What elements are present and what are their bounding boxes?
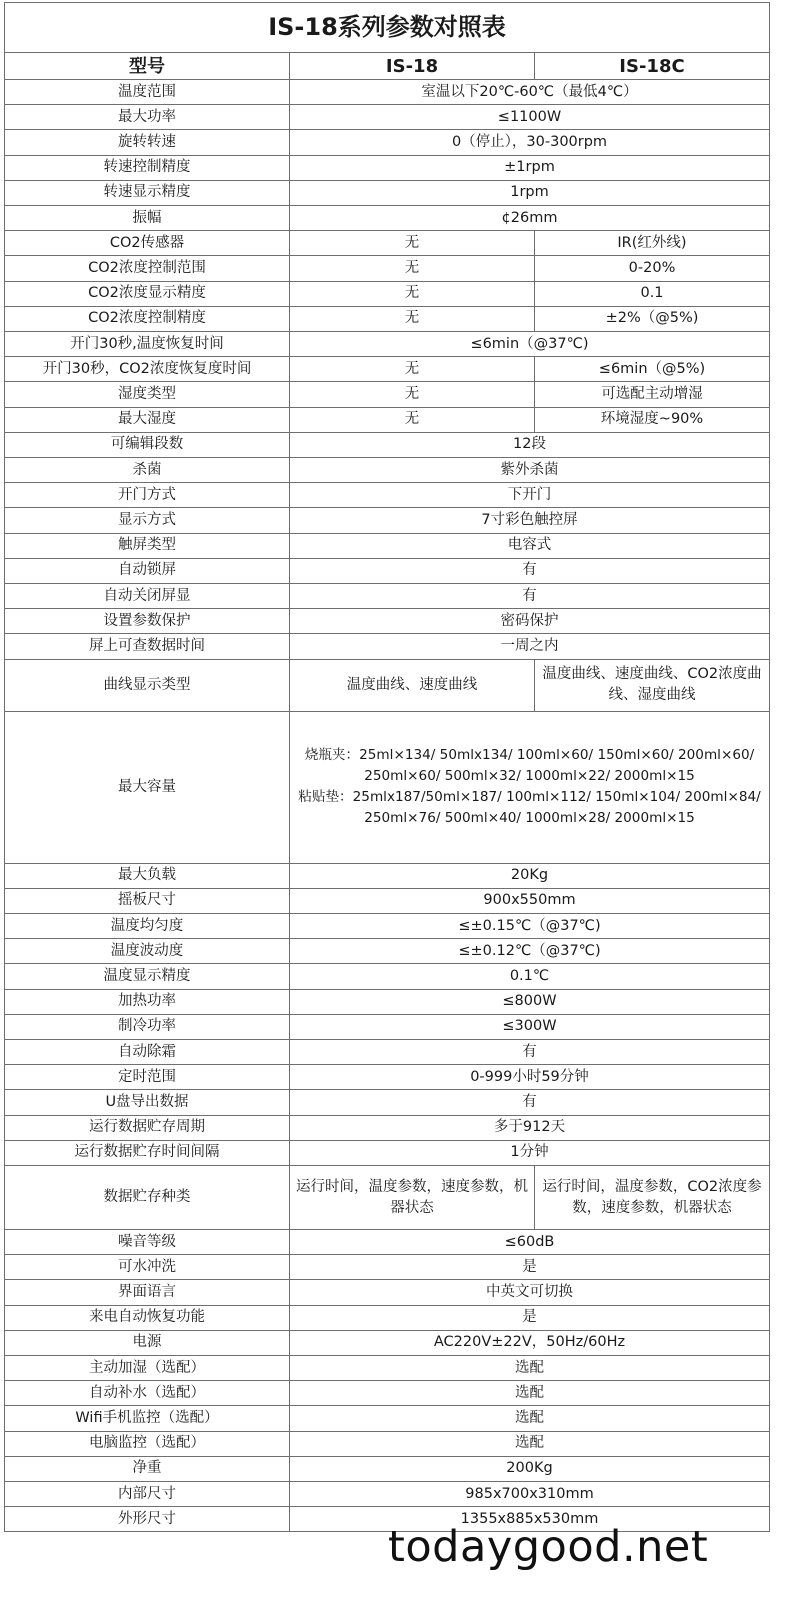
row-label: 来电自动恢复功能: [4, 1306, 290, 1331]
row-value: 选配: [290, 1356, 770, 1381]
row-value: 选配: [290, 1381, 770, 1406]
row-value-is18c: 可选配主动增湿: [535, 382, 770, 407]
row-label: 制冷功率: [4, 1015, 290, 1040]
row-value: ≤1100W: [290, 105, 770, 130]
row-value-is18c: 0-20%: [535, 256, 770, 281]
row-value-is18: 无: [290, 282, 535, 307]
row-label: 自动关闭屏显: [4, 584, 290, 609]
row-value-is18c: ≤6min（@5%): [535, 357, 770, 382]
row-value: ≤60dB: [290, 1230, 770, 1255]
row-label: 开门30秒,温度恢复时间: [4, 332, 290, 357]
row-value: 1rpm: [290, 181, 770, 206]
row-label: 显示方式: [4, 508, 290, 533]
row-label: 外形尺寸: [4, 1507, 290, 1532]
row-label: 摇板尺寸: [4, 889, 290, 914]
row-label: 最大功率: [4, 105, 290, 130]
row-value: 选配: [290, 1406, 770, 1431]
row-label: 屏上可查数据时间: [4, 634, 290, 659]
row-value: 7寸彩色触控屏: [290, 508, 770, 533]
header-model-a: IS-18: [290, 53, 535, 80]
row-value: 0.1℃: [290, 964, 770, 989]
row-value: 紫外杀菌: [290, 458, 770, 483]
row-value-is18: 无: [290, 307, 535, 332]
row-value-is18c: IR(红外线): [535, 231, 770, 256]
row-value: 有: [290, 584, 770, 609]
row-label: CO2浓度显示精度: [4, 282, 290, 307]
row-value-is18: 运行时间，温度参数，速度参数，机器状态: [290, 1166, 535, 1230]
row-value: 20Kg: [290, 864, 770, 889]
row-label: 运行数据贮存时间间隔: [4, 1141, 290, 1166]
row-label: 内部尺寸: [4, 1482, 290, 1507]
row-value: 多于912天: [290, 1116, 770, 1141]
row-value: 一周之内: [290, 634, 770, 659]
row-value-is18: 无: [290, 231, 535, 256]
row-value: 200Kg: [290, 1457, 770, 1482]
row-value: 985x700x310mm: [290, 1482, 770, 1507]
row-label: 加热功率: [4, 990, 290, 1015]
row-label: Wifi手机监控（选配）: [4, 1406, 290, 1431]
row-label: 转速显示精度: [4, 181, 290, 206]
row-value: 室温以下20℃-60℃（最低4℃）: [290, 80, 770, 105]
row-label: 净重: [4, 1457, 290, 1482]
row-value-is18: 无: [290, 408, 535, 433]
row-value: 选配: [290, 1432, 770, 1457]
row-value: 0（停止），30-300rpm: [290, 130, 770, 155]
row-value: 中英文可切换: [290, 1280, 770, 1305]
row-value-is18c: ±2%（@5%): [535, 307, 770, 332]
row-label: 数据贮存种类: [4, 1166, 290, 1230]
row-label: 定时范围: [4, 1065, 290, 1090]
row-value: 0-999小时59分钟: [290, 1065, 770, 1090]
row-value: ≤±0.12℃（@37℃): [290, 939, 770, 964]
row-label: CO2传感器: [4, 231, 290, 256]
row-label: 温度均匀度: [4, 914, 290, 939]
row-value: ≤800W: [290, 990, 770, 1015]
row-value: 密码保护: [290, 609, 770, 634]
row-value: 下开门: [290, 483, 770, 508]
header-param: 型号: [4, 53, 290, 80]
row-label: 电源: [4, 1331, 290, 1356]
row-label: 最大湿度: [4, 408, 290, 433]
row-value: 是: [290, 1255, 770, 1280]
row-label: CO2浓度控制精度: [4, 307, 290, 332]
row-value-is18: 无: [290, 357, 535, 382]
row-value: AC220V±22V，50Hz/60Hz: [290, 1331, 770, 1356]
row-value-is18c: 运行时间，温度参数，CO2浓度参数，速度参数，机器状态: [535, 1166, 770, 1230]
header-model-b: IS-18C: [535, 53, 770, 80]
watermark: todaygood.net: [388, 1522, 709, 1572]
row-value-is18c: 环境湿度~90%: [535, 408, 770, 433]
row-label: 运行数据贮存周期: [4, 1116, 290, 1141]
row-label: 杀菌: [4, 458, 290, 483]
row-label: 主动加湿（选配）: [4, 1356, 290, 1381]
row-value: 900x550mm: [290, 889, 770, 914]
row-value-is18c: 0.1: [535, 282, 770, 307]
row-value: ≤±0.15℃（@37℃): [290, 914, 770, 939]
row-value: ≤300W: [290, 1015, 770, 1040]
row-label: 振幅: [4, 206, 290, 231]
row-value: 12段: [290, 433, 770, 458]
row-value: ≤6min（@37℃): [290, 332, 770, 357]
row-value-is18: 无: [290, 382, 535, 407]
row-value: 有: [290, 1040, 770, 1065]
row-value-is18c: 温度曲线、速度曲线、CO2浓度曲线、湿度曲线: [535, 660, 770, 712]
table-title: IS-18系列参数对照表: [4, 2, 770, 53]
row-value: 1355x885x530mm: [290, 1507, 770, 1532]
row-label: 温度波动度: [4, 939, 290, 964]
row-value: 是: [290, 1306, 770, 1331]
row-label: 最大容量: [4, 712, 290, 864]
row-label: 最大负载: [4, 864, 290, 889]
row-label: 温度显示精度: [4, 964, 290, 989]
row-label: 开门30秒，CO2浓度恢复度时间: [4, 357, 290, 382]
row-value-is18: 温度曲线、速度曲线: [290, 660, 535, 712]
row-value: ±1rpm: [290, 156, 770, 181]
row-label: 界面语言: [4, 1280, 290, 1305]
row-label: 可水冲洗: [4, 1255, 290, 1280]
row-label: 设置参数保护: [4, 609, 290, 634]
row-value: 有: [290, 559, 770, 584]
row-label: 曲线显示类型: [4, 660, 290, 712]
row-label: 温度范围: [4, 80, 290, 105]
row-value: ¢26mm: [290, 206, 770, 231]
row-label: 旋转转速: [4, 130, 290, 155]
row-label: 噪音等级: [4, 1230, 290, 1255]
row-label: CO2浓度控制范围: [4, 256, 290, 281]
row-value: 1分钟: [290, 1141, 770, 1166]
row-value-is18: 无: [290, 256, 535, 281]
row-label: 自动除霜: [4, 1040, 290, 1065]
row-label: 自动锁屏: [4, 559, 290, 584]
row-label: 开门方式: [4, 483, 290, 508]
row-label: 电脑监控（选配）: [4, 1432, 290, 1457]
row-label: 触屏类型: [4, 534, 290, 559]
row-label: 自动补水（选配）: [4, 1381, 290, 1406]
row-value: 烧瓶夹：25ml×134/ 50mlx134/ 100ml×60/ 150ml×60/ 200ml×60/ 250ml×60/ 500ml×32/ 1000ml×22/ 2000ml×15 粘贴垫：25mlx187/50ml×187/ 100ml×112/ 150ml×104/ 200ml×84/ 250ml×76/ 500ml×40/ 1000ml×28/ 2000ml×15: [290, 712, 770, 864]
row-value: 电容式: [290, 534, 770, 559]
row-label: U盘导出数据: [4, 1090, 290, 1115]
row-label: 转速控制精度: [4, 156, 290, 181]
row-label: 湿度类型: [4, 382, 290, 407]
row-label: 可编辑段数: [4, 433, 290, 458]
row-value: 有: [290, 1090, 770, 1115]
